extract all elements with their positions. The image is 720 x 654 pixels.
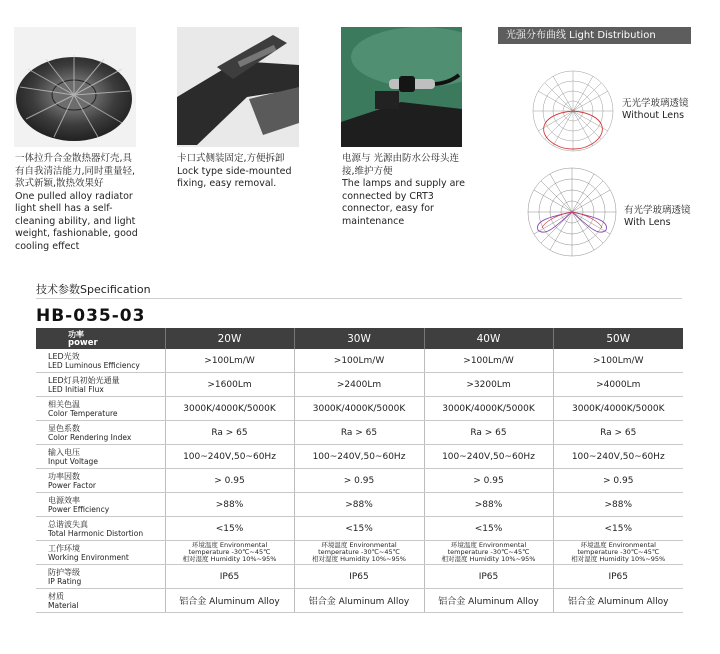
- header-col-40w: 40W: [424, 328, 553, 349]
- row-label-en: LED Luminous Efficiency: [48, 360, 140, 370]
- table-cell: >4000Lm: [553, 373, 683, 397]
- feature-2-text: [177, 153, 307, 191]
- polar-chart-without-lens: [528, 66, 618, 156]
- env-line-1: 环境温度 Environmental: [321, 541, 397, 549]
- row-label: [36, 469, 165, 493]
- env-line-1: 环境温度 Environmental: [580, 541, 656, 549]
- table-row: [36, 469, 683, 493]
- row-label-cn: 功率因数: [48, 471, 80, 481]
- table-row: [36, 445, 683, 469]
- env-line-3: 相对湿度 Humidity 10%~95%: [312, 555, 406, 563]
- env-line-2: temperature -30℃~45℃: [188, 548, 271, 556]
- table-cell: >88%: [294, 493, 424, 517]
- row-label-cn: 相关色温: [48, 399, 80, 409]
- table-cell: >88%: [553, 493, 683, 517]
- row-label-en: Power Factor: [48, 480, 97, 490]
- table-cell: <15%: [553, 517, 683, 541]
- table-cell: > 0.95: [294, 469, 424, 493]
- feature-3-cn: 电源与 光源由防水公母头连接,维护方便: [342, 153, 460, 177]
- light-distribution-header: 光强分布曲线 Light Distribution: [498, 27, 691, 44]
- table-cell: IP65: [424, 565, 553, 589]
- table-cell: >100Lm/W: [165, 349, 294, 373]
- table-cell: 铝合金 Aluminum Alloy: [165, 589, 294, 613]
- row-label-en: Material: [48, 600, 79, 610]
- table-cell: 100~240V,50~60Hz: [553, 445, 683, 469]
- table-cell: 3000K/4000K/5000K: [165, 397, 294, 421]
- feature-1-cn: 一体拉升合金散热器灯壳,具有自我清洁能力,同时重量轻,款式新颖,散热效果好: [15, 153, 136, 189]
- row-label: [36, 517, 165, 541]
- table-cell: [165, 541, 294, 565]
- row-label-cn: 显色系数: [48, 423, 80, 433]
- table-row: [36, 421, 683, 445]
- table-row: [36, 397, 683, 421]
- env-line-2: temperature -30℃~45℃: [318, 548, 400, 556]
- row-label-cn: 工作环境: [48, 543, 80, 553]
- table-cell: Ra > 65: [424, 421, 553, 445]
- label-without-lens-en: Without Lens: [622, 110, 685, 121]
- table-cell: >88%: [424, 493, 553, 517]
- table-cell: >3200Lm: [424, 373, 553, 397]
- spec-section-title: 技术参数Specification: [36, 283, 151, 296]
- env-line-1: 环境温度 Environmental: [450, 541, 527, 549]
- row-label: [36, 445, 165, 469]
- table-row: [36, 373, 683, 397]
- table-cell: >100Lm/W: [294, 349, 424, 373]
- table-cell: 100~240V,50~60Hz: [424, 445, 553, 469]
- table-cell: 铝合金 Aluminum Alloy: [294, 589, 424, 613]
- spec-divider: [36, 298, 682, 299]
- model-number: HB-035-03: [36, 306, 146, 326]
- table-cell: Ra > 65: [553, 421, 683, 445]
- table-cell: >100Lm/W: [553, 349, 683, 373]
- table-cell: IP65: [553, 565, 683, 589]
- row-label-en: LED Initial Flux: [48, 384, 104, 394]
- table-cell: [294, 541, 424, 565]
- row-label-en: Color Rendering Index: [48, 432, 132, 442]
- feature-3-text: [342, 153, 467, 228]
- table-cell: <15%: [424, 517, 553, 541]
- header-col-50w: 50W: [553, 328, 683, 349]
- row-label-en: Color Temperature: [48, 408, 118, 418]
- label-with-lens-en: With Lens: [624, 217, 671, 228]
- table-cell: 铝合金 Aluminum Alloy: [424, 589, 553, 613]
- env-line-1: 环境温度 Environmental: [191, 541, 268, 549]
- feature-1-en: One pulled alloy radiator light shell has a self-cleaning ability, and light weight, fashionable, good cooling effect: [15, 190, 138, 252]
- table-cell: IP65: [294, 565, 424, 589]
- row-label-cn: 防护等级: [48, 567, 80, 577]
- row-label: [36, 421, 165, 445]
- header-col-20w: 20W: [165, 328, 294, 349]
- table-cell: 100~240V,50~60Hz: [165, 445, 294, 469]
- row-label-cn: LED光效: [48, 351, 80, 361]
- spec-table: [36, 328, 683, 613]
- table-cell: <15%: [294, 517, 424, 541]
- table-cell: <15%: [165, 517, 294, 541]
- table-cell: 3000K/4000K/5000K: [553, 397, 683, 421]
- row-label-en: Total Harmonic Distortion: [48, 528, 144, 538]
- header-power: [36, 328, 165, 349]
- photo-connector: [341, 27, 462, 147]
- table-cell: Ra > 65: [165, 421, 294, 445]
- env-line-3: 相对湿度 Humidity 10%~95%: [182, 555, 277, 563]
- polar-chart-with-lens: [524, 164, 620, 260]
- table-cell: >100Lm/W: [424, 349, 553, 373]
- header-col-30w: 30W: [294, 328, 424, 349]
- table-cell: 100~240V,50~60Hz: [294, 445, 424, 469]
- table-row: [36, 493, 683, 517]
- feature-3-en: The lamps and supply are connected by CRT3 connector, easy for maintenance: [342, 178, 465, 227]
- row-label: [36, 541, 165, 565]
- row-label-cn: 输入电压: [48, 447, 80, 457]
- row-label: [36, 397, 165, 421]
- table-cell: > 0.95: [424, 469, 553, 493]
- row-label-en: Power Efficiency: [48, 504, 110, 514]
- row-label-en: Working Environment: [48, 552, 129, 562]
- table-cell: 铝合金 Aluminum Alloy: [553, 589, 683, 613]
- row-label: [36, 493, 165, 517]
- spec-header-row: [36, 328, 683, 349]
- table-cell: > 0.95: [553, 469, 683, 493]
- table-cell: IP65: [165, 565, 294, 589]
- label-without-lens: [622, 98, 689, 122]
- table-row-ip-rating: [36, 565, 683, 589]
- row-label: [36, 373, 165, 397]
- row-label: [36, 565, 165, 589]
- row-label-cn: 材质: [48, 591, 64, 601]
- photo-radiator-shell: [14, 27, 136, 147]
- row-label-cn: 总谐波失真: [48, 519, 88, 529]
- row-label-en: IP Rating: [48, 576, 82, 586]
- feature-2-cn: 卡口式侧装固定,方便拆卸: [177, 153, 285, 164]
- row-label-en: Input Voltage: [48, 456, 98, 466]
- row-label: [36, 589, 165, 613]
- env-line-2: temperature -30℃~45℃: [447, 548, 530, 556]
- label-with-lens: [624, 205, 691, 229]
- header-power-en: power: [68, 337, 98, 348]
- label-with-lens-cn: 有光学玻璃透镜: [624, 205, 691, 216]
- label-without-lens-cn: 无光学玻璃透镜: [622, 98, 689, 109]
- row-label: [36, 349, 165, 373]
- photo-lock-bracket: [177, 27, 299, 147]
- env-line-3: 相对湿度 Humidity 10%~95%: [441, 555, 536, 563]
- table-cell: >1600Lm: [165, 373, 294, 397]
- table-row: [36, 349, 683, 373]
- table-cell: > 0.95: [165, 469, 294, 493]
- table-cell: [553, 541, 683, 565]
- table-row-material: [36, 589, 683, 613]
- table-cell: Ra > 65: [294, 421, 424, 445]
- table-cell: >88%: [165, 493, 294, 517]
- env-line-2: temperature -30℃~45℃: [577, 548, 660, 556]
- row-label-cn: 电源效率: [48, 495, 80, 505]
- feature-1-text: [15, 153, 140, 253]
- header-power-cn: 功率: [68, 329, 84, 339]
- table-cell: >2400Lm: [294, 373, 424, 397]
- table-cell: 3000K/4000K/5000K: [424, 397, 553, 421]
- feature-2-en: Lock type side-mounted fixing, easy removal.: [177, 165, 292, 189]
- table-row: [36, 517, 683, 541]
- row-label-cn: LED灯具初始光通量: [48, 375, 120, 385]
- table-row-working-environment: [36, 541, 683, 565]
- env-line-3: 相对湿度 Humidity 10%~95%: [571, 555, 666, 563]
- table-cell: 3000K/4000K/5000K: [294, 397, 424, 421]
- table-cell: [424, 541, 553, 565]
